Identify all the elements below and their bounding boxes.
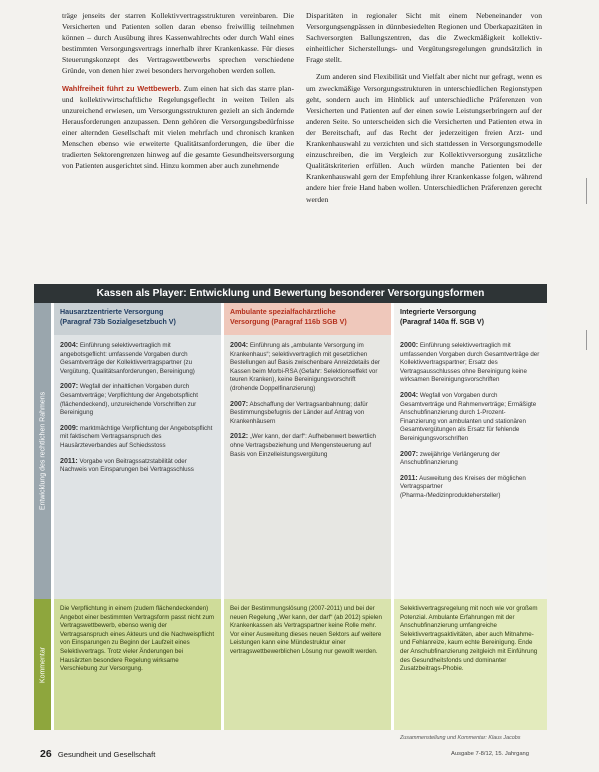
side-label-text: Kommentar	[39, 646, 46, 683]
entry-text: Einführung selektivvertraglich mit umfassenden Vorgaben durch Gesamtverträge der Kollektivvertragspartner; Ersatz des Vertragsausschlusses ohne Bereinigung keine wirksamen Bereinigungsvorschriften	[400, 342, 540, 384]
entry-year: 2007:	[60, 382, 79, 391]
page-edge-mark	[586, 330, 597, 350]
entry	[60, 382, 215, 417]
side-label-text: Entwicklung des rechtlichen Rahmens	[39, 391, 46, 511]
entry	[230, 341, 385, 394]
column-header	[394, 303, 547, 335]
entry-year: 2000:	[400, 341, 419, 349]
entry-text: Ausweitung des Kreises der möglichen Vertragspartner (Pharma-/Medizinproduktehersteller)	[400, 474, 526, 499]
article-column-left	[62, 10, 294, 177]
entry-text: Vorgabe von Beitragssatzstabilität oder Nachweis von Einsparungen bei Vertragsschluss	[60, 457, 194, 474]
column-subtitle: (Paragraf 73b Sozialgesetzbuch V)	[60, 318, 176, 326]
entry-text: zweijährige Verlängerung der Anschubfinanzierung	[400, 450, 501, 467]
column-title: Integrierte Versorgung	[400, 308, 477, 316]
side-label-development	[34, 303, 51, 599]
comment-asv: Bei der Bestimmungslösung (2007-2011) und bei der neuen Regelung „Wer kann, der darf“ (ab 2012) spielen Krankenkassen als Vertragspartner keine Rolle mehr. Vor einer Ausweitung dieses neuen Sektors auf weitere Leistungen kann eine Mündestruktur einer vertragswettbewerblichen Lösung nur gewollt werden.	[224, 599, 391, 730]
paragraph-text: Zum einen hat sich das starre plan- und kollektivwirtschaftliche Regelungsgeflecht in weiten Teilen als unzureichend erwiesen, um Versorgungsstrukturen gezielt an sich ändernde Herausforderungen anzupassen. Denn gehören die Versorgungsbedürfnisse einer alternden Gesellschaft mit vielen mehrfach und chronisch kranken Menschen ebenso wie erweiterte Qualitätsanforderungen, die über die tradierten Sektorengrenzen hinweg auf die gesamte Gesundheitsversorgung von Patienten ausgerichtet sind. Hinzu kommen aber auch zunehmende	[62, 83, 294, 171]
entry	[230, 400, 385, 427]
entry-year: 2004:	[230, 341, 249, 349]
info-box	[34, 284, 547, 730]
entry-year: 2011:	[60, 456, 78, 465]
comment-iv: Selektivvertragsregelung mit noch wie vor großem Potenzial. Ambulante Erfahrungen mit der Anschubfinanzierung umfangreiche Selektivvertragsaktivitäten, aber auch Mitnahme- und Fehlanreize, kaum echte Bereinigung. Ende der Anschubfinanzierung zeitgleich mit Einführung des Gesundheitsfonds und dominanter Zusatzbeitrags-Phobie.	[394, 599, 547, 730]
column-subtitle: (Paragraf 140a ff. SGB V)	[400, 318, 484, 326]
entry-year: 2012:	[230, 432, 249, 441]
entry-text: „Wer kann, der darf“: Aufhebenwert bewertlich ohne Vertragsbeziehung und Mengensteuerung auf Basis von Einzelleistungsvergütung	[230, 433, 376, 458]
care-form-column-hzv	[54, 303, 221, 599]
entry	[60, 341, 215, 376]
page-edge-mark	[586, 178, 597, 204]
side-label-comment	[34, 599, 51, 730]
page-number: 26	[40, 748, 52, 760]
section-lead: Wahlfreiheit führt zu Wettbewerb.	[62, 83, 182, 93]
column-entries	[54, 337, 221, 485]
comment-hzv: Die Verpflichtung in einem (zudem flächendeckenden) Angebot einer bestimmten Vertragsform passt nicht zum Vertragswettbewerb, ebenso wenig der Vertragsanspruch eines Akteurs und die Nachweispflicht von Einsparungen zu Beginn der Laufzeit eines Selektivvertrags. Trotz vieler Änderungen bei Hausärzten besondere Regelung wirksame Verschiebung zur Versorgung.	[54, 599, 221, 730]
entry	[230, 432, 385, 459]
column-title: Hausarztzentrierte Versorgung	[60, 308, 164, 316]
entry-text: Einführung als „ambulante Versorgung im Krankenhaus“; selektivvertraglich mit gesetzlichen Bestellungen auf Basis zwischenbare Anreizdetails der Kassen beim Morbi-RSA (Gefahr: Selektionseffekt vor teuren Kranken), keine Bereinigungsvorschrift (drohende Doppelfinanzierung)	[230, 342, 380, 392]
entry-year: 2007:	[230, 399, 249, 408]
column-title: Ambulante spezialfachärztliche	[230, 308, 336, 316]
column-header	[54, 303, 221, 335]
care-form-column-asv	[224, 303, 391, 599]
entry-year: 2004:	[400, 390, 419, 399]
entry-year: 2009:	[60, 423, 79, 432]
entry	[60, 457, 215, 475]
entry-year: 2011:	[400, 473, 418, 482]
care-form-column-iv	[394, 303, 547, 599]
entry-text: Wegfall von Vorgaben durch Gesamtverträge und Rahmenverträge; Ermäßigte Anschubfinanzierung durch 1-Prozent-Finanzierung von ambulanten und stationären Gesamtvergütungen als Ersatz für fehlende Bereinigungsvorschriften	[400, 391, 537, 442]
article-column-right	[306, 10, 542, 211]
column-entries	[224, 337, 391, 469]
entry-text: marktmächtige Verpflichtung der Angebotspflicht mit faktischem Vertragsanspruch des Hausärzteverbandes auf Schiedsstoss	[60, 424, 213, 449]
paragraph: träge jenseits der starren Kollektivvertragsstrukturen vereinbaren. Die Versicherten und Patienten sollen daran ebenso freiwillig teilnehmen können – durch Ausübung ihres Kassenwahlrechts oder durch Wahl eines bestimmten Versorgungsvertrags innerhalb ihrer Krankenkasse. Für dieses Steuerungskonzept des Vertragswettbewerbs sprechen verschiedene Gründe, von denen hier zwei besonders hervorgehoben werden sollen.	[62, 11, 294, 76]
info-box-title: Kassen als Player: Entwicklung und Bewertung besonderer Versorgungsformen	[34, 284, 547, 303]
page-footer-left	[40, 748, 155, 760]
entry-text: Wegfall der inhaltlichen Vorgaben durch Gesamtverträge; Verpflichtung der Angebotspflicht (flächendeckend), unzureichende Vorschriften zur Bereinigung	[60, 383, 198, 417]
issue-info: Ausgabe 7-8/12, 15. Jahrgang	[451, 751, 529, 757]
entry	[400, 341, 541, 385]
entry	[60, 424, 215, 451]
paragraph: Disparitäten in regionaler Sicht mit einem Nebeneinander von Versorgungsengpässen in dünnbesiedelten Regionen und Überkapazitäten in Sachversorgten Ballungszentren, das die Zweckmäßigkeit kollektiv-einheitlicher Sicherstellungs- und Vergütungsregelungen grundsätzlich in Frage stellt.	[306, 11, 542, 65]
entry-text: Einführung selektivvertraglich mit angebotsgeflicht: umfassende Vorgaben durch Gesamtverträge der Kollektivvertragspartner (zu Vergütung, Qualitätsanforderungen, Bereinigung)	[60, 342, 195, 375]
paragraph: Zum anderen sind Flexibilität und Vielfalt aber nicht nur gefragt, wenn es um zweckmäßige Versorgungsstrukturen in unterschiedlichen Regionstypen geht, sondern auch im Hinblick auf unterschiedliche Präferenzen von Versicherten und Patienten auf der einen sowie Leistungserbringern auf der anderen Seite. So unterscheiden sich die Versicherten und Patienten etwa in der Bereitschaft, auf das Recht der jederzeitigen freien Arzt- und Krankenhauswahl zu verzichten und sich stattdessen in Versorgungsmodelle einzuschreiben, die im Vergleich zur Kollektivversorgung zusätzliche Qualitätskriterien erfüllen. Auch würden manche Patienten bei der Krankenhauswahl gern der Empfehlung ihrer Krankenkasse folgen, während andere hier freie Hand haben wollen. Unterschiedlichen Präferenzen gerecht werden	[306, 72, 542, 204]
entry-year: 2004:	[60, 341, 79, 349]
paragraph-with-lead	[62, 83, 294, 172]
column-subtitle: Versorgung (Paragraf 116b SGB V)	[230, 318, 347, 326]
column-entries	[394, 337, 547, 511]
source-credit: Zusammenstellung und Kommentar: Klaus Jacobs	[400, 735, 521, 741]
column-header	[224, 303, 391, 335]
entry	[400, 450, 541, 468]
entry-text: Abschaffung der Vertragsanbahnung; dafür Bestimmungsbefugnis der Länder auf Antrag von Krankenhäusern	[230, 400, 368, 425]
section-name: Gesundheit und Gesellschaft	[57, 750, 156, 759]
entry-year: 2007:	[400, 449, 419, 458]
entry	[400, 391, 541, 444]
entry	[400, 474, 541, 501]
